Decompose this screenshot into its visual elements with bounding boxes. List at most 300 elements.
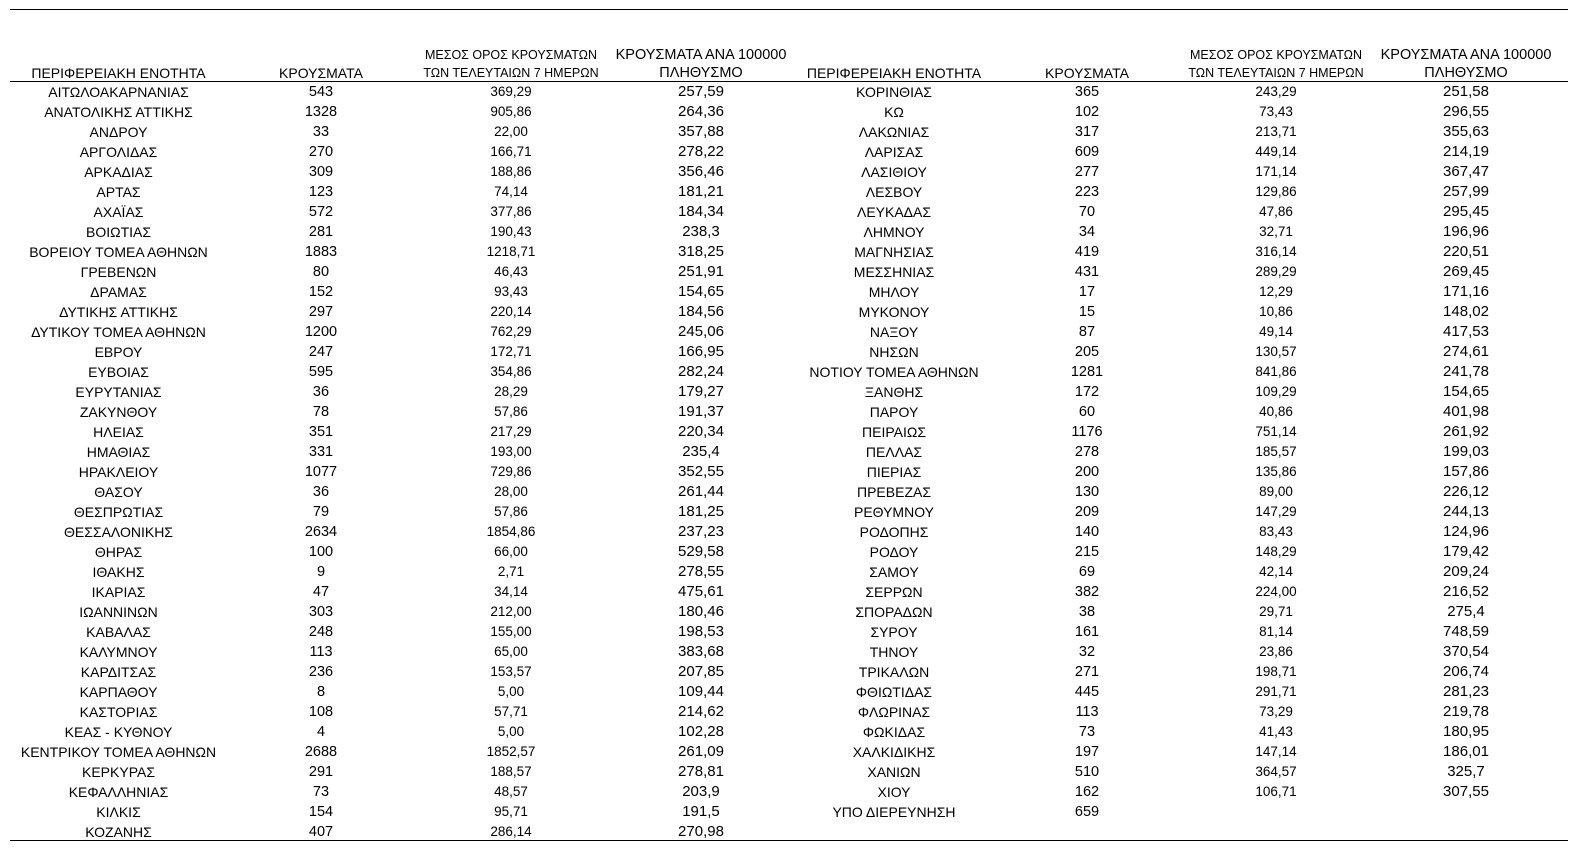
right-rate-cell: 154,65 <box>1443 383 1489 400</box>
left-rate-cell: 179,27 <box>678 383 724 400</box>
right-cases-cell: 1281 <box>1070 364 1104 380</box>
left-rate-cell: 352,55 <box>678 463 724 480</box>
left-rate-cell: 207,85 <box>678 663 724 680</box>
right-avg-cell: 81,14 <box>1259 624 1293 639</box>
left-rate-cell: 184,34 <box>678 203 724 220</box>
table-header <box>0 42 1578 82</box>
table-row <box>0 342 1578 362</box>
table-row <box>0 322 1578 342</box>
table-row <box>0 182 1578 202</box>
left-avg-cell: 1218,71 <box>486 244 536 259</box>
left-region-cell: ΚΑΛΥΜΝΟΥ <box>79 644 158 660</box>
table-row <box>0 642 1578 662</box>
left-cases-cell: 297 <box>308 304 334 320</box>
left-avg-cell: 28,29 <box>494 384 528 399</box>
right-region-cell: ΣΑΜΟΥ <box>869 564 919 580</box>
header-cases-right <box>1003 64 1171 82</box>
right-avg-cell: 73,29 <box>1259 704 1293 719</box>
left-avg-cell: 48,57 <box>494 784 528 799</box>
left-avg-cell: 762,29 <box>490 324 532 339</box>
left-rate-cell: 109,44 <box>678 683 724 700</box>
left-cases-cell: 36 <box>312 484 330 500</box>
left-avg-cell: 46,43 <box>494 264 528 279</box>
header-rate-line2: ΠΛΗΘΥΣΜΟ <box>659 65 743 81</box>
left-rate-cell: 282,24 <box>678 363 724 380</box>
left-avg-cell: 5,00 <box>497 724 525 739</box>
table-row <box>0 482 1578 502</box>
right-avg-cell: 83,43 <box>1259 524 1293 539</box>
left-rate-cell: 191,37 <box>678 403 724 420</box>
left-rate-cell: 102,28 <box>678 723 724 740</box>
left-region-cell: ΚΙΛΚΙΣ <box>96 804 141 820</box>
right-cases-cell: 73 <box>1078 724 1096 740</box>
header-cases-text: ΚΡΟΥΣΜΑΤΑ <box>279 65 363 81</box>
left-rate-cell: 270,98 <box>678 823 724 840</box>
right-avg-cell: 147,29 <box>1255 504 1297 519</box>
left-rate-cell: 278,22 <box>678 143 724 160</box>
right-cases-cell: 161 <box>1074 624 1100 640</box>
right-region-cell: ΡΕΘΥΜΝΟΥ <box>853 504 934 520</box>
left-region-cell: ΖΑΚΥΝΘΟΥ <box>79 404 158 420</box>
right-avg-cell: 23,86 <box>1259 644 1293 659</box>
left-region-cell: ΘΗΡΑΣ <box>94 544 143 560</box>
right-region-cell: ΚΩ <box>884 104 904 120</box>
left-cases-cell: 407 <box>308 824 334 840</box>
right-cases-cell: 87 <box>1078 324 1096 340</box>
table-row <box>0 782 1578 802</box>
left-cases-cell: 248 <box>308 624 334 640</box>
right-rate-cell: 219,78 <box>1443 703 1489 720</box>
left-region-cell: ΑΡΚΑΔΙΑΣ <box>84 164 153 180</box>
left-avg-cell: 57,86 <box>494 404 528 419</box>
left-region-cell: ΚΑΡΔΙΤΣΑΣ <box>80 664 157 680</box>
left-avg-cell: 212,00 <box>490 604 532 619</box>
table-row <box>0 722 1578 742</box>
table-row <box>0 522 1578 542</box>
table-row <box>0 542 1578 562</box>
left-rate-cell: 154,65 <box>678 283 724 300</box>
right-rate-cell: 186,01 <box>1443 743 1489 760</box>
left-region-cell: ΗΜΑΘΙΑΣ <box>86 444 151 460</box>
right-region-cell: ΣΕΡΡΩΝ <box>865 584 923 600</box>
top-rule <box>10 9 1568 10</box>
right-region-cell: ΞΑΝΘΗΣ <box>864 384 924 400</box>
header-rate-right <box>1362 46 1570 82</box>
left-rate-cell: 166,95 <box>678 343 724 360</box>
left-region-cell: ΚΕΦΑΛΛΗΝΙΑΣ <box>68 784 169 800</box>
right-avg-cell: 10,86 <box>1259 304 1293 319</box>
right-cases-cell: 70 <box>1078 204 1096 220</box>
left-rate-cell: 318,25 <box>678 243 724 260</box>
left-region-cell: ΚΕΑΣ - ΚΥΘΝΟΥ <box>64 724 173 740</box>
right-region-cell: ΠΕΙΡΑΙΩΣ <box>862 424 926 440</box>
header-avg-line1: ΜΕΣΟΣ ΟΡΟΣ ΚΡΟΥΣΜΑΤΩΝ <box>424 48 598 62</box>
right-rate-cell: 281,23 <box>1443 683 1489 700</box>
right-rate-cell <box>1362 802 1570 822</box>
table-row <box>0 142 1578 162</box>
right-avg-cell: 49,14 <box>1259 324 1293 339</box>
right-avg-cell: 449,14 <box>1255 144 1297 159</box>
header-rate-line1: ΚΡΟΥΣΜΑΤΑ ΑΝΑ 100000 <box>615 47 787 63</box>
right-cases-cell: 317 <box>1074 124 1100 140</box>
right-region-cell: ΜΕΣΣΗΝΙΑΣ <box>853 264 935 280</box>
left-avg-cell: 190,43 <box>490 224 532 239</box>
table-row <box>0 82 1578 102</box>
bottom-rule <box>10 840 1568 841</box>
left-rate-cell: 257,59 <box>678 83 724 100</box>
left-region-cell: ΔΡΑΜΑΣ <box>90 284 147 300</box>
right-cases-cell: 431 <box>1074 264 1100 280</box>
left-rate-cell: 245,06 <box>678 323 724 340</box>
right-avg-cell: 47,86 <box>1259 204 1293 219</box>
left-avg-cell: 217,29 <box>490 424 532 439</box>
left-avg-cell: 286,14 <box>490 824 532 839</box>
left-rate-cell: 214,62 <box>678 703 724 720</box>
right-region-cell: ΧΙΟΥ <box>877 784 911 800</box>
table-row <box>0 702 1578 722</box>
right-avg-cell: 29,71 <box>1259 604 1293 619</box>
right-avg-cell: 129,86 <box>1255 184 1297 199</box>
table-row <box>0 122 1578 142</box>
right-cases-cell: 38 <box>1078 604 1096 620</box>
table-row <box>0 102 1578 122</box>
left-cases-cell: 73 <box>312 784 330 800</box>
right-cases-cell: 382 <box>1074 584 1100 600</box>
left-region-cell: ΑΧΑΪΑΣ <box>93 204 144 220</box>
left-region-cell: ΒΟΙΩΤΙΑΣ <box>85 224 152 240</box>
right-region-cell: ΣΠΟΡΑΔΩΝ <box>855 604 933 620</box>
right-region-cell: ΤΗΝΟΥ <box>869 644 919 660</box>
table-row <box>0 202 1578 222</box>
right-avg-cell: 135,86 <box>1255 464 1297 479</box>
table-row <box>0 462 1578 482</box>
right-rate-cell: 196,96 <box>1443 223 1489 240</box>
right-avg-cell: 41,43 <box>1259 724 1293 739</box>
left-cases-cell: 9 <box>316 564 326 580</box>
right-region-cell: ΤΡΙΚΑΛΩΝ <box>858 664 930 680</box>
left-cases-cell: 543 <box>308 84 334 100</box>
left-avg-cell: 2,71 <box>497 564 525 579</box>
right-rate-cell: 367,47 <box>1443 163 1489 180</box>
right-rate-cell: 199,03 <box>1443 443 1489 460</box>
left-region-cell: ΙΘΑΚΗΣ <box>92 564 145 580</box>
left-cases-cell: 33 <box>312 124 330 140</box>
left-region-cell: ΗΡΑΚΛΕΙΟΥ <box>78 464 159 480</box>
right-rate-cell: 226,12 <box>1443 483 1489 500</box>
left-rate-cell: 278,55 <box>678 563 724 580</box>
left-rate-cell: 264,36 <box>678 103 724 120</box>
right-avg-cell: 185,57 <box>1255 444 1297 459</box>
right-cases-cell: 69 <box>1078 564 1096 580</box>
left-cases-cell: 351 <box>308 424 334 440</box>
left-rate-cell: 198,53 <box>678 623 724 640</box>
left-region-cell: ΘΑΣΟΥ <box>94 484 143 500</box>
left-avg-cell: 188,86 <box>490 164 532 179</box>
right-cases-cell: 510 <box>1074 764 1100 780</box>
left-avg-cell: 95,71 <box>494 804 528 819</box>
left-cases-cell: 154 <box>308 804 334 820</box>
right-cases-cell: 200 <box>1074 464 1100 480</box>
right-region-cell: ΥΠΟ ΔΙΕΡΕΥΝΗΣΗ <box>832 804 956 820</box>
header-rate-left <box>597 46 805 82</box>
left-region-cell: ΔΥΤΙΚΗΣ ΑΤΤΙΚΗΣ <box>59 304 178 320</box>
right-region-cell: ΛΑΚΩΝΙΑΣ <box>858 124 930 140</box>
header-rate-line2: ΠΛΗΘΥΣΜΟ <box>1424 65 1508 81</box>
right-cases-cell: 445 <box>1074 684 1100 700</box>
right-region-cell: ΡΟΔΟΠΗΣ <box>859 524 929 540</box>
right-rate-cell: 206,74 <box>1443 663 1489 680</box>
left-cases-cell: 152 <box>308 284 334 300</box>
left-avg-cell: 220,14 <box>490 304 532 319</box>
left-region-cell: ΚΕΝΤΡΙΚΟΥ ΤΟΜΕΑ ΑΘΗΝΩΝ <box>20 744 217 760</box>
table-row <box>0 402 1578 422</box>
left-cases-cell: 270 <box>308 144 334 160</box>
right-avg-cell: 243,29 <box>1255 84 1297 99</box>
right-cases-cell: 15 <box>1078 304 1096 320</box>
right-region-cell: ΛΑΡΙΣΑΣ <box>864 144 924 160</box>
left-cases-cell: 36 <box>312 384 330 400</box>
right-avg-cell: 364,57 <box>1255 764 1297 779</box>
left-region-cell: ΚΑΣΤΟΡΙΑΣ <box>79 704 158 720</box>
right-rate-cell: 157,86 <box>1443 463 1489 480</box>
table-row <box>0 582 1578 602</box>
left-avg-cell: 905,86 <box>490 104 532 119</box>
left-cases-cell: 1077 <box>304 464 338 480</box>
right-avg-cell: 130,57 <box>1255 344 1297 359</box>
right-region-cell: ΣΥΡΟΥ <box>870 624 918 640</box>
left-avg-cell: 193,00 <box>490 444 532 459</box>
right-avg-cell: 291,71 <box>1255 684 1297 699</box>
left-cases-cell: 281 <box>308 224 334 240</box>
table-row <box>0 362 1578 382</box>
right-region-cell: ΛΗΜΝΟΥ <box>863 224 925 240</box>
right-rate-cell: 148,02 <box>1443 303 1489 320</box>
header-region-left <box>0 64 237 82</box>
left-rate-cell: 220,34 <box>678 423 724 440</box>
left-cases-cell: 2688 <box>304 744 338 760</box>
table-row <box>0 822 1578 842</box>
right-rate-cell: 296,55 <box>1443 103 1489 120</box>
header-cases-left <box>237 64 405 82</box>
left-cases-cell: 8 <box>316 684 326 700</box>
right-cases-cell: 209 <box>1074 504 1100 520</box>
header-region-right <box>785 64 1003 82</box>
right-avg-cell: 73,43 <box>1259 104 1293 119</box>
left-avg-cell: 729,86 <box>490 464 532 479</box>
left-rate-cell: 191,5 <box>682 803 720 820</box>
right-rate-cell: 216,52 <box>1443 583 1489 600</box>
right-cases-cell: 102 <box>1074 104 1100 120</box>
header-region-text: ΠΕΡΙΦΕΡΕΙΑΚΗ ΕΝΟΤΗΤΑ <box>806 65 982 81</box>
right-region-cell: ΛΕΣΒΟΥ <box>865 184 923 200</box>
table-row <box>0 262 1578 282</box>
right-avg-cell: 198,71 <box>1255 664 1297 679</box>
table-row <box>0 162 1578 182</box>
left-cases-cell: 113 <box>309 644 333 660</box>
left-rate-cell: 356,46 <box>678 163 724 180</box>
table-row <box>0 422 1578 442</box>
left-rate-cell: 383,68 <box>678 643 724 660</box>
table-body <box>0 82 1578 842</box>
header-rate-line1: ΚΡΟΥΣΜΑΤΑ ΑΝΑ 100000 <box>1380 47 1552 63</box>
left-rate-cell: 278,81 <box>678 763 724 780</box>
right-rate-cell: 220,51 <box>1443 243 1489 260</box>
left-rate-cell: 529,58 <box>678 543 724 560</box>
right-cases-cell: 172 <box>1074 384 1100 400</box>
right-cases-cell: 113 <box>1075 704 1099 720</box>
left-avg-cell: 57,86 <box>494 504 528 519</box>
right-cases-cell: 223 <box>1074 184 1100 200</box>
left-avg-cell: 1854,86 <box>486 524 536 539</box>
left-avg-cell: 5,00 <box>497 684 525 699</box>
table-row <box>0 562 1578 582</box>
left-cases-cell: 291 <box>308 764 334 780</box>
right-rate-cell: 214,19 <box>1443 143 1489 160</box>
right-rate-cell: 241,78 <box>1443 363 1489 380</box>
right-avg-cell: 316,14 <box>1255 244 1297 259</box>
right-rate-cell: 370,54 <box>1443 643 1489 660</box>
right-avg-cell: 109,29 <box>1255 384 1297 399</box>
right-region-cell: ΡΟΔΟΥ <box>869 544 919 560</box>
left-rate-cell: 180,46 <box>678 603 724 620</box>
left-cases-cell: 123 <box>308 184 334 200</box>
right-rate-cell: 355,63 <box>1443 123 1489 140</box>
right-rate-cell: 261,92 <box>1443 423 1489 440</box>
left-rate-cell: 203,9 <box>682 783 720 800</box>
right-avg-cell: 213,71 <box>1255 124 1297 139</box>
left-region-cell: ΕΒΡΟΥ <box>94 344 143 360</box>
table-row <box>0 682 1578 702</box>
table-row <box>0 242 1578 262</box>
left-region-cell: ΑΝΔΡΟΥ <box>89 124 148 140</box>
left-region-cell: ΓΡΕΒΕΝΩΝ <box>80 264 157 280</box>
left-region-cell: ΚΟΖΑΝΗΣ <box>85 824 152 840</box>
left-avg-cell: 155,00 <box>490 624 532 639</box>
left-rate-cell: 235,4 <box>682 443 720 460</box>
left-rate-cell: 475,61 <box>678 583 724 600</box>
right-cases-cell: 365 <box>1074 84 1100 100</box>
left-region-cell: ΘΕΣΠΡΩΤΙΑΣ <box>73 504 164 520</box>
right-region-cell: ΚΟΡΙΝΘΙΑΣ <box>856 84 932 100</box>
left-region-cell: ΘΕΣΣΑΛΟΝΙΚΗΣ <box>64 524 173 540</box>
right-rate-cell: 269,45 <box>1443 263 1489 280</box>
right-cases-cell: 197 <box>1074 744 1100 760</box>
left-rate-cell: 237,23 <box>678 523 724 540</box>
left-avg-cell: 93,43 <box>494 284 528 299</box>
left-avg-cell: 57,71 <box>494 704 528 719</box>
right-avg-cell: 89,00 <box>1259 484 1293 499</box>
left-region-cell: ΑΡΓΟΛΙΔΑΣ <box>79 144 158 160</box>
header-avg-line2: ΤΩΝ ΤΕΛΕΥΤΑΙΩΝ 7 ΗΜΕΡΩΝ <box>1188 66 1364 80</box>
right-cases-cell: 1176 <box>1071 424 1103 440</box>
right-rate-cell: 295,45 <box>1443 203 1489 220</box>
right-rate-cell: 275,4 <box>1447 603 1485 620</box>
left-avg-cell: 1852,57 <box>486 744 536 759</box>
right-rate-cell: 244,13 <box>1443 503 1489 520</box>
right-region-cell: ΠΑΡΟΥ <box>869 404 919 420</box>
table-row <box>0 662 1578 682</box>
left-avg-cell: 377,86 <box>490 204 532 219</box>
left-region-cell: ΕΥΡΥΤΑΝΙΑΣ <box>75 384 162 400</box>
right-rate-cell: 179,42 <box>1443 543 1489 560</box>
left-avg-cell: 369,29 <box>490 84 532 99</box>
right-cases-cell: 659 <box>1074 804 1100 820</box>
left-avg-cell: 65,00 <box>494 644 528 659</box>
left-cases-cell: 80 <box>312 264 330 280</box>
right-region-cell: ΧΑΝΙΩΝ <box>867 764 921 780</box>
left-avg-cell: 354,86 <box>490 364 532 379</box>
left-cases-cell: 595 <box>308 364 334 380</box>
header-region-text: ΠΕΡΙΦΕΡΕΙΑΚΗ ΕΝΟΤΗΤΑ <box>31 65 206 81</box>
right-avg-cell: 841,86 <box>1255 364 1297 379</box>
left-cases-cell: 4 <box>316 724 326 740</box>
left-avg-cell: 166,71 <box>490 144 532 159</box>
right-rate-cell: 180,95 <box>1443 723 1489 740</box>
right-cases-cell: 162 <box>1074 784 1100 800</box>
right-rate-cell: 171,16 <box>1443 283 1489 300</box>
table-row <box>0 762 1578 782</box>
table-row <box>0 282 1578 302</box>
left-region-cell: ΗΛΕΙΑΣ <box>93 424 144 440</box>
right-cases-cell: 34 <box>1078 224 1096 240</box>
left-avg-cell: 172,71 <box>490 344 532 359</box>
left-region-cell: ΕΥΒΟΙΑΣ <box>88 364 149 380</box>
right-region-cell: ΠΙΕΡΙΑΣ <box>866 464 922 480</box>
table-row <box>0 602 1578 622</box>
left-cases-cell: 78 <box>312 404 330 420</box>
right-region-cell: ΛΑΣΙΘΙΟΥ <box>861 164 927 180</box>
right-region-cell: ΝΑΞΟΥ <box>869 324 919 340</box>
right-avg-cell <box>1170 802 1382 822</box>
right-avg-cell: 751,14 <box>1255 424 1297 439</box>
right-rate-cell: 251,58 <box>1443 83 1489 100</box>
table-row <box>0 622 1578 642</box>
right-cases-cell: 140 <box>1074 524 1100 540</box>
header-avg-line2: ΤΩΝ ΤΕΛΕΥΤΑΙΩΝ 7 ΗΜΕΡΩΝ <box>423 66 599 80</box>
right-region-cell: ΜΥΚΟΝΟΥ <box>858 304 930 320</box>
left-rate-cell: 357,88 <box>678 123 724 140</box>
header-avg-right <box>1170 46 1382 82</box>
left-region-cell: ΚΑΒΑΛΑΣ <box>86 624 151 640</box>
right-rate-cell: 274,61 <box>1443 343 1489 360</box>
left-rate-cell: 238,3 <box>682 223 720 240</box>
right-cases-cell: 278 <box>1074 444 1100 460</box>
right-region-cell: ΝΟΤΙΟΥ ΤΟΜΕΑ ΑΘΗΝΩΝ <box>809 364 979 380</box>
right-region-cell: ΧΑΛΚΙΔΙΚΗΣ <box>852 744 936 760</box>
left-rate-cell: 261,44 <box>678 483 724 500</box>
header-cases-text: ΚΡΟΥΣΜΑΤΑ <box>1045 65 1129 81</box>
left-avg-cell: 74,14 <box>494 184 528 199</box>
left-region-cell: ΑΡΤΑΣ <box>96 184 141 200</box>
left-region-cell: ΙΩΑΝΝΙΝΩΝ <box>79 604 158 620</box>
right-cases-cell: 17 <box>1078 284 1096 300</box>
right-region-cell: ΦΩΚΙΔΑΣ <box>862 724 926 740</box>
right-rate-cell: 124,96 <box>1443 523 1489 540</box>
left-cases-cell: 79 <box>312 504 330 520</box>
right-region-cell: ΦΛΩΡΙΝΑΣ <box>857 704 931 720</box>
right-cases-cell: 205 <box>1074 344 1100 360</box>
left-rate-cell: 251,91 <box>678 263 724 280</box>
left-rate-cell: 184,56 <box>678 303 724 320</box>
right-avg-cell: 42,14 <box>1259 564 1293 579</box>
left-region-cell: ΒΟΡΕΙΟΥ ΤΟΜΕΑ ΑΘΗΝΩΝ <box>29 244 208 260</box>
left-cases-cell: 247 <box>308 344 334 360</box>
right-region-cell: ΜΑΓΝΗΣΙΑΣ <box>854 244 934 260</box>
right-cases-cell: 60 <box>1078 404 1096 420</box>
right-cases-cell: 271 <box>1074 664 1100 680</box>
right-rate-cell: 417,53 <box>1443 323 1489 340</box>
table-row <box>0 802 1578 822</box>
